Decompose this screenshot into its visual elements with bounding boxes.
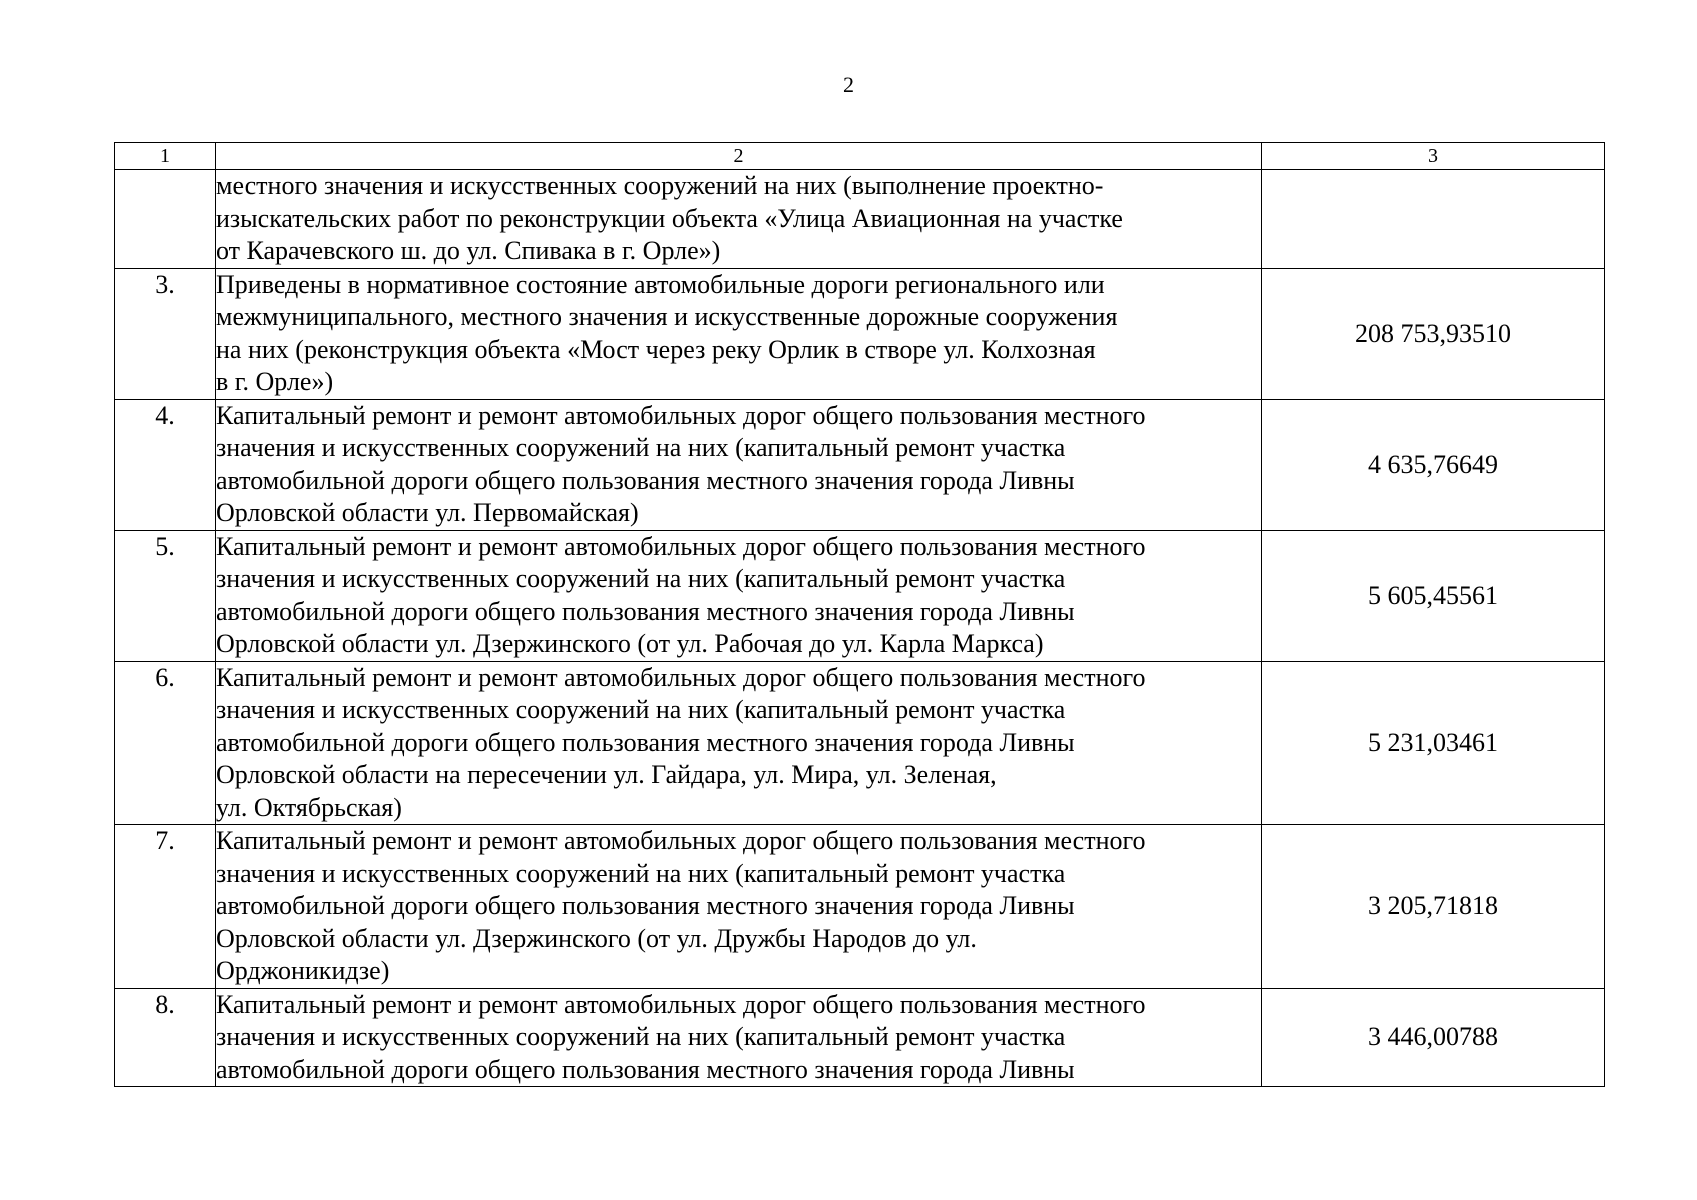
header-row [115, 143, 1605, 170]
description-line: изыскательских работ по реконструкции объекта «Улица Авиационная на участке [216, 203, 1123, 233]
row-amount: 208 753,93510 [1262, 268, 1605, 399]
row-description [216, 988, 1262, 1087]
description-line: в г. Орле») [216, 367, 334, 396]
header-cell-col-1: 1 [115, 143, 216, 170]
description-line: Капитальный ремонт и ремонт автомобильных дорог общего пользования местного [216, 826, 1146, 855]
description-line: Капитальный ремонт и ремонт автомобильных дорог общего пользования местного [216, 400, 1146, 430]
row-number: 4. [115, 399, 216, 530]
row-description [216, 825, 1262, 989]
description-line: автомобильной дороги общего пользования местного значения города Ливны [216, 465, 1075, 495]
row-amount: 5 231,03461 [1262, 661, 1605, 825]
row-description [216, 530, 1262, 661]
description-line: Орджоникидзе) [216, 956, 390, 985]
description-line: Приведены в нормативное состояние автомобильные дороги регионального или [216, 269, 1105, 299]
page-number: 2 [843, 72, 854, 97]
table-body [115, 170, 1605, 1087]
row-description [216, 170, 1262, 269]
row-amount: 5 605,45561 [1262, 530, 1605, 661]
description-line: межмуниципального, местного значения и искусственные дорожные сооружения [216, 302, 1118, 331]
row-number: 3. [115, 268, 216, 399]
header-cell-col-2: 2 [216, 143, 1262, 170]
header-cell-col-3: 3 [1262, 143, 1605, 170]
row-description [216, 661, 1262, 825]
row-amount [1262, 170, 1605, 269]
row-amount: 4 635,76649 [1262, 399, 1605, 530]
description-line: ул. Октябрьская) [216, 792, 402, 822]
row-amount: 3 205,71818 [1262, 825, 1605, 989]
row-number: 7. [115, 825, 216, 989]
description-line: автомобильной дороги общего пользования местного значения города Ливны [216, 596, 1075, 626]
table-row [115, 661, 1605, 825]
description-line: Капитальный ремонт и ремонт автомобильных дорог общего пользования местного [216, 989, 1146, 1019]
description-line: автомобильной дороги общего пользования местного значения города Ливны [216, 1054, 1075, 1084]
description-line: местного значения и искусственных сооружений на них (выполнение проектно- [216, 171, 1104, 200]
description-line: от Карачевского ш. до ул. Спивака в г. Орле») [216, 236, 721, 265]
description-line: Орловской области ул. Дзержинского (от ул. Рабочая до ул. Карла Маркса) [216, 629, 1044, 658]
description-line: на них (реконструкция объекта «Мост через реку Орлик в створе ул. Колхозная [216, 334, 1096, 364]
description-line: Орловской области ул. Дзержинского (от ул. Дружбы Народов до ул. [216, 923, 977, 953]
table-row [115, 399, 1605, 530]
description-line: значения и искусственных сооружений на них (капитальный ремонт участка [216, 433, 1066, 462]
table-row [115, 825, 1605, 989]
row-number: 6. [115, 661, 216, 825]
description-line: значения и искусственных сооружений на них (капитальный ремонт участка [216, 858, 1066, 888]
description-line: Капитальный ремонт и ремонт автомобильных дорог общего пользования местного [216, 531, 1146, 561]
table-row [115, 268, 1605, 399]
row-amount: 3 446,00788 [1262, 988, 1605, 1087]
description-line: значения и искусственных сооружений на них (капитальный ремонт участка [216, 564, 1066, 593]
row-number [115, 170, 216, 269]
description-line: значения и искусственных сооружений на них (капитальный ремонт участка [216, 1022, 1066, 1051]
table-row [115, 530, 1605, 661]
table-row [115, 170, 1605, 269]
description-line: Орловской области ул. Первомайская) [216, 498, 639, 527]
row-number: 8. [115, 988, 216, 1087]
description-line: автомобильной дороги общего пользования местного значения города Ливны [216, 891, 1075, 920]
description-line: значения и искусственных сооружений на них (капитальный ремонт участка [216, 695, 1066, 724]
table-row [115, 988, 1605, 1087]
description-line: Орловской области на пересечении ул. Гайдара, ул. Мира, ул. Зеленая, [216, 760, 997, 789]
row-number: 5. [115, 530, 216, 661]
table-header [115, 143, 1605, 170]
description-line: автомобильной дороги общего пользования местного значения города Ливны [216, 727, 1075, 757]
row-description [216, 268, 1262, 399]
row-description [216, 399, 1262, 530]
description-line: Капитальный ремонт и ремонт автомобильных дорог общего пользования местного [216, 662, 1146, 692]
budget-table [114, 142, 1605, 1087]
